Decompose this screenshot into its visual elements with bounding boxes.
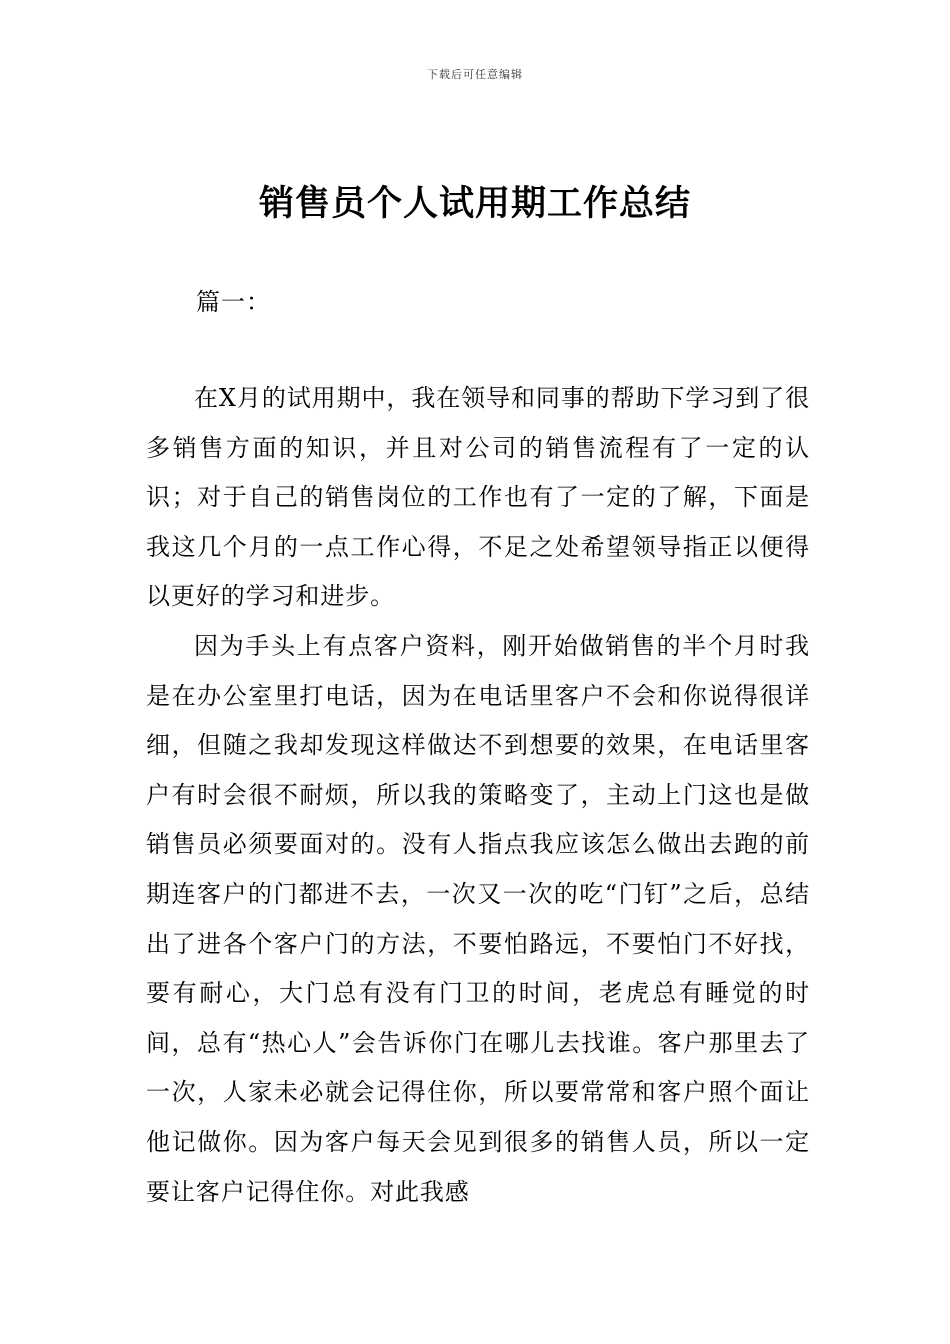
header-note: 下载后可任意编辑 (427, 68, 523, 81)
body-paragraph-1 (146, 374, 810, 622)
paragraph-text: 在X月的试用期中，我在领导和同事的帮助下学习到了很多销售方面的知识，并且对公司的销售流程有了一定的认识；对于自己的销售岗位的工作也有了一定的了解，下面是我这几个月的一点工作心得，不足之处希望领导指正以便得以更好的学习和进步。 (146, 384, 810, 611)
paragraph-text: 因为手头上有点客户资料，刚开始做销售的半个月时我是在办公室里打电话，因为在电话里客户不会和你说得很详细，但随之我却发现这样做达不到想要的效果，在电话里客户有时会很不耐烦，所以我的策略变了，主动上门这也是做销售员必须要面对的。没有人指点我应该怎么做出去跑的前期连客户的门都进不去，一次又一次的吃“门钉”之后，总结出了进各个客户门的方法，不要怕路远，不要怕门不好找，要有耐心，大门总有没有门卫的时间，老虎总有睡觉的时间，总有“热心人”会告诉你门在哪儿去找谁。客户那里去了一次，人家未必就会记得住你，所以要常常和客户照个面让他记做你。因为客户每天会见到很多的销售人员，所以一定要让客户记得住你。对此我感 (146, 632, 810, 1206)
document-title: 销售员个人试用期工作总结 (258, 184, 691, 224)
body-paragraph-2 (146, 622, 810, 1217)
section-label: 篇一： (196, 288, 271, 316)
